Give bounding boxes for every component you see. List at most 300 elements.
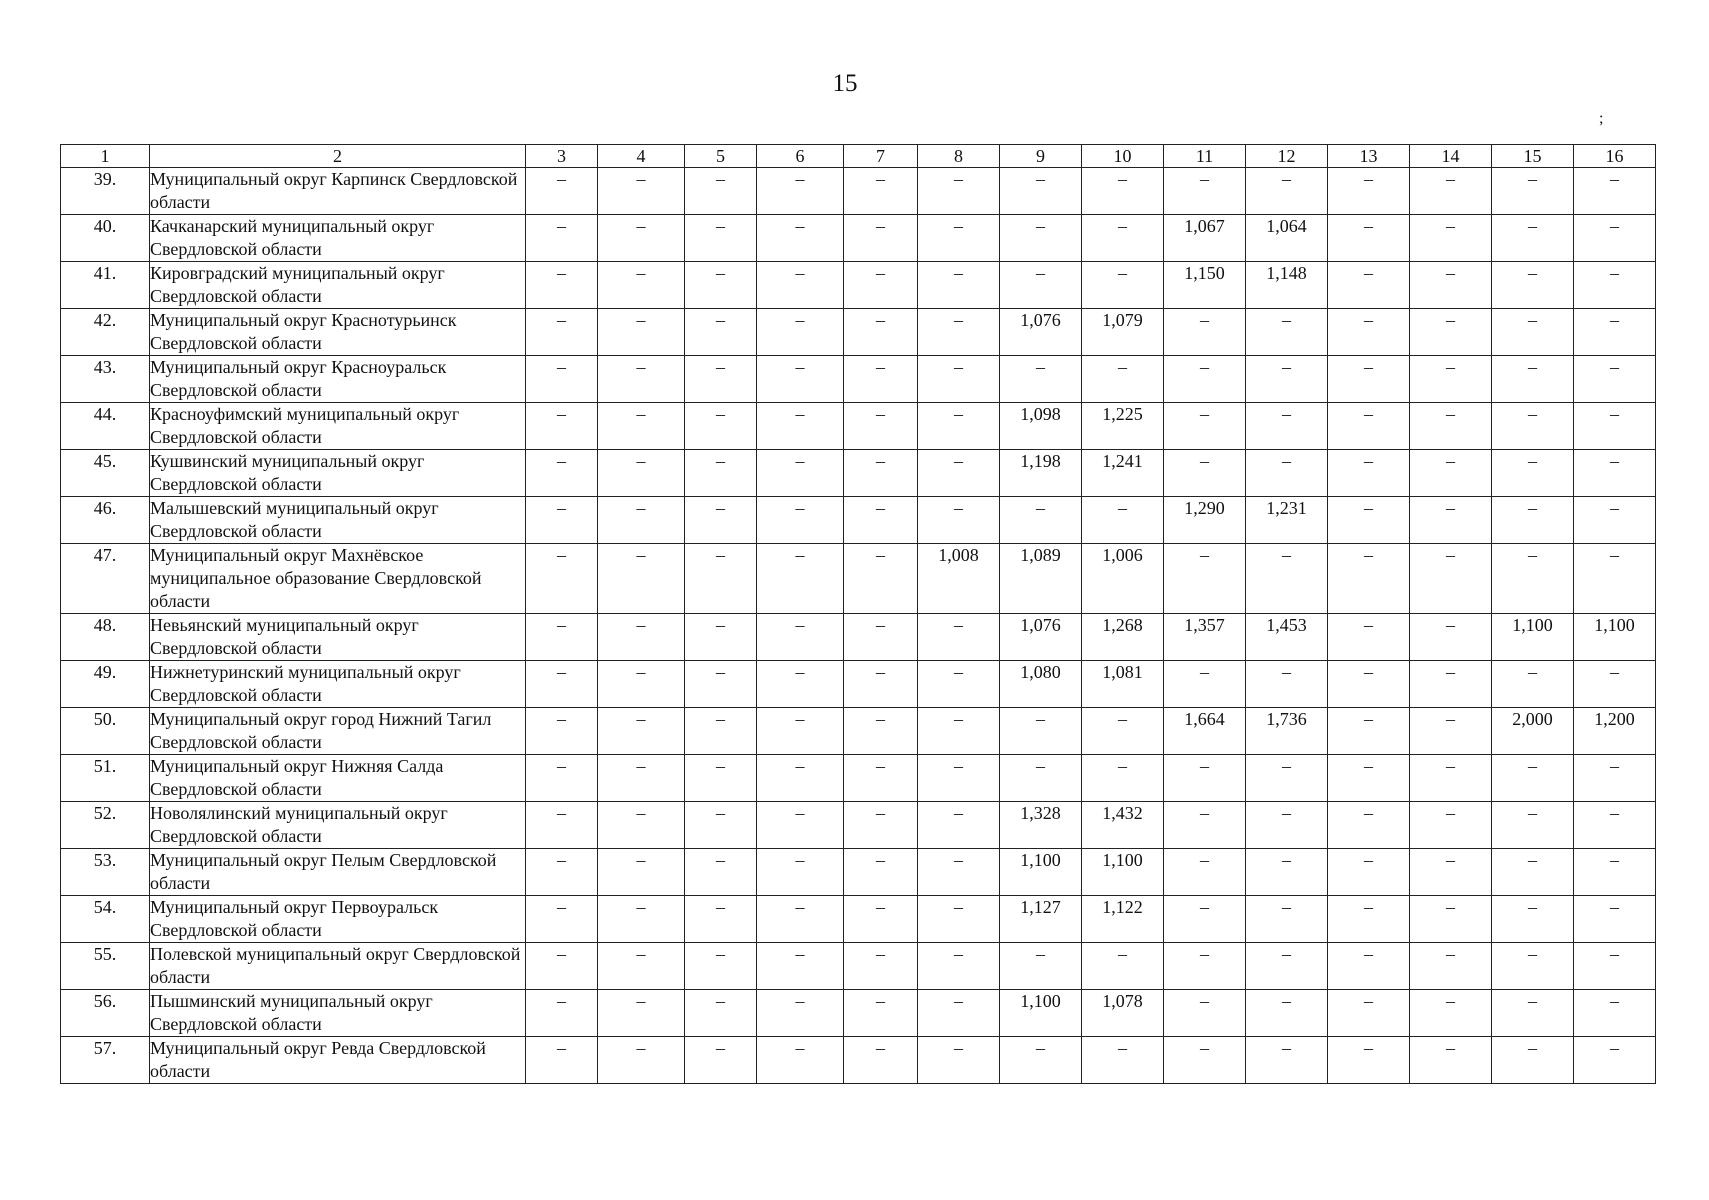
- value-cell: 1,736: [1246, 708, 1328, 755]
- value-cell: 1,089: [1000, 544, 1082, 614]
- value-cell: 1,268: [1082, 614, 1164, 661]
- municipality-name: Пышминский муниципальный округ Свердловской области: [150, 990, 526, 1037]
- row-number: 57.: [61, 1037, 150, 1084]
- value-cell: –: [598, 708, 685, 755]
- value-cell: –: [757, 450, 844, 497]
- value-cell: –: [1574, 309, 1656, 356]
- value-cell: –: [685, 896, 757, 943]
- table-row: [61, 544, 1656, 614]
- row-number: 41.: [61, 262, 150, 309]
- value-cell: –: [757, 896, 844, 943]
- value-cell: –: [757, 356, 844, 403]
- value-cell: –: [1246, 309, 1328, 356]
- value-cell: –: [918, 1037, 1000, 1084]
- value-cell: 1,127: [1000, 896, 1082, 943]
- value-cell: 1,100: [1492, 614, 1574, 661]
- value-cell: –: [757, 403, 844, 450]
- row-number: 39.: [61, 168, 150, 215]
- value-cell: –: [1492, 309, 1574, 356]
- column-header: 9: [1000, 145, 1082, 168]
- value-cell: –: [918, 262, 1000, 309]
- value-cell: –: [918, 802, 1000, 849]
- value-cell: –: [1082, 1037, 1164, 1084]
- municipality-name: Кушвинский муниципальный округ Свердловской области: [150, 450, 526, 497]
- row-number: 51.: [61, 755, 150, 802]
- value-cell: –: [1492, 168, 1574, 215]
- value-cell: –: [1492, 661, 1574, 708]
- value-cell: –: [1082, 497, 1164, 544]
- value-cell: –: [1492, 943, 1574, 990]
- value-cell: –: [1164, 802, 1246, 849]
- value-cell: –: [1082, 708, 1164, 755]
- value-cell: –: [1574, 403, 1656, 450]
- value-cell: –: [1410, 497, 1492, 544]
- value-cell: –: [1164, 990, 1246, 1037]
- value-cell: –: [1328, 450, 1410, 497]
- value-cell: –: [1492, 896, 1574, 943]
- value-cell: –: [1164, 356, 1246, 403]
- value-cell: –: [1164, 544, 1246, 614]
- value-cell: –: [598, 544, 685, 614]
- municipality-name: Муниципальный округ Первоуральск Свердловской области: [150, 896, 526, 943]
- column-header: 16: [1574, 145, 1656, 168]
- value-cell: –: [1082, 168, 1164, 215]
- value-cell: –: [1492, 1037, 1574, 1084]
- value-cell: –: [844, 497, 918, 544]
- value-cell: –: [685, 943, 757, 990]
- value-cell: –: [757, 708, 844, 755]
- value-cell: –: [526, 802, 598, 849]
- value-cell: –: [844, 356, 918, 403]
- row-number: 56.: [61, 990, 150, 1037]
- value-cell: –: [1410, 309, 1492, 356]
- value-cell: –: [757, 544, 844, 614]
- value-cell: –: [1410, 755, 1492, 802]
- value-cell: –: [1246, 661, 1328, 708]
- value-cell: –: [1246, 168, 1328, 215]
- value-cell: –: [598, 896, 685, 943]
- column-header: 13: [1328, 145, 1410, 168]
- row-number: 43.: [61, 356, 150, 403]
- municipality-name: Красноуфимский муниципальный округ Свердловской области: [150, 403, 526, 450]
- value-cell: –: [844, 1037, 918, 1084]
- table-body: [61, 168, 1656, 1084]
- value-cell: –: [526, 356, 598, 403]
- column-header: 6: [757, 145, 844, 168]
- value-cell: –: [844, 849, 918, 896]
- table-row: [61, 497, 1656, 544]
- municipal-coefficients-table: [60, 144, 1656, 1084]
- value-cell: 1,231: [1246, 497, 1328, 544]
- value-cell: –: [1164, 309, 1246, 356]
- row-number: 42.: [61, 309, 150, 356]
- value-cell: –: [757, 614, 844, 661]
- value-cell: –: [1328, 544, 1410, 614]
- row-number: 49.: [61, 661, 150, 708]
- value-cell: –: [918, 896, 1000, 943]
- value-cell: –: [1000, 708, 1082, 755]
- value-cell: 1,290: [1164, 497, 1246, 544]
- value-cell: –: [918, 943, 1000, 990]
- municipality-name: Кировградский муниципальный округ Свердловской области: [150, 262, 526, 309]
- value-cell: –: [1000, 356, 1082, 403]
- value-cell: –: [1246, 990, 1328, 1037]
- value-cell: –: [1328, 661, 1410, 708]
- value-cell: –: [1410, 849, 1492, 896]
- value-cell: –: [844, 403, 918, 450]
- value-cell: –: [918, 708, 1000, 755]
- value-cell: –: [685, 215, 757, 262]
- value-cell: –: [1164, 1037, 1246, 1084]
- row-number: 48.: [61, 614, 150, 661]
- value-cell: –: [918, 168, 1000, 215]
- value-cell: –: [1410, 544, 1492, 614]
- value-cell: –: [1328, 262, 1410, 309]
- value-cell: –: [526, 309, 598, 356]
- value-cell: –: [844, 990, 918, 1037]
- value-cell: –: [757, 755, 844, 802]
- value-cell: –: [1492, 356, 1574, 403]
- value-cell: –: [1574, 262, 1656, 309]
- column-header: 10: [1082, 145, 1164, 168]
- column-header: 12: [1246, 145, 1328, 168]
- value-cell: –: [598, 497, 685, 544]
- value-cell: –: [1410, 661, 1492, 708]
- value-cell: –: [598, 849, 685, 896]
- municipality-name: Муниципальный округ Ревда Свердловской области: [150, 1037, 526, 1084]
- value-cell: –: [685, 403, 757, 450]
- value-cell: –: [1082, 943, 1164, 990]
- value-cell: –: [1000, 1037, 1082, 1084]
- value-cell: –: [685, 802, 757, 849]
- value-cell: –: [1164, 943, 1246, 990]
- value-cell: –: [1246, 403, 1328, 450]
- value-cell: 1,328: [1000, 802, 1082, 849]
- value-cell: –: [918, 450, 1000, 497]
- municipality-name: Муниципальный округ Краснотурьинск Свердловской области: [150, 309, 526, 356]
- value-cell: 1,200: [1574, 708, 1656, 755]
- value-cell: –: [598, 990, 685, 1037]
- value-cell: –: [526, 403, 598, 450]
- column-header: 1: [61, 145, 150, 168]
- value-cell: –: [757, 1037, 844, 1084]
- value-cell: 1,100: [1000, 849, 1082, 896]
- value-cell: –: [1000, 215, 1082, 262]
- municipality-name: Муниципальный округ Карпинск Свердловской области: [150, 168, 526, 215]
- value-cell: –: [598, 802, 685, 849]
- table-row: [61, 802, 1656, 849]
- value-cell: –: [1492, 403, 1574, 450]
- value-cell: –: [1328, 614, 1410, 661]
- table-row: [61, 403, 1656, 450]
- value-cell: 1,100: [1574, 614, 1656, 661]
- value-cell: –: [598, 755, 685, 802]
- value-cell: 1,100: [1000, 990, 1082, 1037]
- table-row: [61, 896, 1656, 943]
- value-cell: –: [1246, 849, 1328, 896]
- value-cell: –: [526, 168, 598, 215]
- page-number: 15: [832, 70, 858, 97]
- value-cell: –: [1574, 802, 1656, 849]
- value-cell: –: [598, 356, 685, 403]
- value-cell: –: [918, 403, 1000, 450]
- header-row: [61, 145, 1656, 168]
- value-cell: –: [1328, 356, 1410, 403]
- value-cell: 1,664: [1164, 708, 1246, 755]
- value-cell: 1,064: [1246, 215, 1328, 262]
- value-cell: –: [685, 755, 757, 802]
- municipality-name: Нижнетуринский муниципальный округ Свердловской области: [150, 661, 526, 708]
- value-cell: 1,122: [1082, 896, 1164, 943]
- value-cell: 1,150: [1164, 262, 1246, 309]
- table-row: [61, 450, 1656, 497]
- value-cell: –: [685, 168, 757, 215]
- value-cell: –: [1574, 544, 1656, 614]
- municipality-name: Муниципальный округ город Нижний Тагил Свердловской области: [150, 708, 526, 755]
- value-cell: –: [757, 990, 844, 1037]
- column-header: 4: [598, 145, 685, 168]
- value-cell: –: [1410, 215, 1492, 262]
- value-cell: –: [1328, 708, 1410, 755]
- value-cell: –: [1164, 403, 1246, 450]
- municipality-name: Качканарский муниципальный округ Свердловской области: [150, 215, 526, 262]
- value-cell: –: [757, 168, 844, 215]
- value-cell: –: [844, 309, 918, 356]
- value-cell: –: [1492, 544, 1574, 614]
- column-header: 3: [526, 145, 598, 168]
- value-cell: –: [1492, 755, 1574, 802]
- value-cell: –: [1000, 943, 1082, 990]
- value-cell: –: [1328, 168, 1410, 215]
- column-header: 14: [1410, 145, 1492, 168]
- value-cell: –: [844, 450, 918, 497]
- value-cell: –: [598, 168, 685, 215]
- value-cell: –: [1246, 1037, 1328, 1084]
- value-cell: –: [1492, 262, 1574, 309]
- value-cell: –: [918, 497, 1000, 544]
- value-cell: 1,076: [1000, 614, 1082, 661]
- value-cell: –: [526, 215, 598, 262]
- value-cell: –: [757, 309, 844, 356]
- table-row: [61, 755, 1656, 802]
- value-cell: –: [1492, 802, 1574, 849]
- table-row: [61, 1037, 1656, 1084]
- value-cell: –: [1246, 450, 1328, 497]
- value-cell: 1,078: [1082, 990, 1164, 1037]
- value-cell: –: [685, 356, 757, 403]
- column-header: 11: [1164, 145, 1246, 168]
- value-cell: –: [1410, 802, 1492, 849]
- value-cell: 1,006: [1082, 544, 1164, 614]
- value-cell: –: [1492, 450, 1574, 497]
- value-cell: –: [1000, 755, 1082, 802]
- municipality-name: Невьянский муниципальный округ Свердловской области: [150, 614, 526, 661]
- value-cell: –: [1246, 896, 1328, 943]
- value-cell: –: [526, 661, 598, 708]
- row-number: 44.: [61, 403, 150, 450]
- value-cell: –: [1574, 450, 1656, 497]
- value-cell: –: [598, 661, 685, 708]
- table-row: [61, 661, 1656, 708]
- municipality-name: Муниципальный округ Пелым Свердловской области: [150, 849, 526, 896]
- value-cell: 1,081: [1082, 661, 1164, 708]
- value-cell: –: [598, 450, 685, 497]
- value-cell: –: [598, 215, 685, 262]
- value-cell: –: [1492, 215, 1574, 262]
- value-cell: –: [1164, 168, 1246, 215]
- value-cell: –: [844, 544, 918, 614]
- row-number: 53.: [61, 849, 150, 896]
- row-number: 46.: [61, 497, 150, 544]
- value-cell: –: [1164, 755, 1246, 802]
- value-cell: –: [1328, 849, 1410, 896]
- value-cell: –: [1000, 497, 1082, 544]
- value-cell: –: [685, 990, 757, 1037]
- value-cell: –: [685, 849, 757, 896]
- value-cell: –: [1410, 168, 1492, 215]
- value-cell: –: [526, 1037, 598, 1084]
- value-cell: 1,100: [1082, 849, 1164, 896]
- value-cell: –: [1410, 1037, 1492, 1084]
- municipality-name: Муниципальный округ Махнёвское муниципальное образование Свердловской области: [150, 544, 526, 614]
- value-cell: –: [1164, 896, 1246, 943]
- value-cell: –: [1574, 168, 1656, 215]
- value-cell: 1,076: [1000, 309, 1082, 356]
- value-cell: –: [598, 262, 685, 309]
- value-cell: –: [1328, 990, 1410, 1037]
- table-row: [61, 215, 1656, 262]
- value-cell: 1,453: [1246, 614, 1328, 661]
- value-cell: –: [1246, 802, 1328, 849]
- value-cell: 1,241: [1082, 450, 1164, 497]
- value-cell: –: [918, 356, 1000, 403]
- value-cell: –: [1574, 661, 1656, 708]
- value-cell: 1,008: [918, 544, 1000, 614]
- value-cell: –: [1082, 262, 1164, 309]
- value-cell: –: [1574, 497, 1656, 544]
- value-cell: –: [598, 1037, 685, 1084]
- value-cell: –: [1410, 614, 1492, 661]
- municipality-name: Муниципальный округ Нижняя Салда Свердловской области: [150, 755, 526, 802]
- value-cell: –: [1164, 450, 1246, 497]
- value-cell: –: [1492, 990, 1574, 1037]
- value-cell: –: [757, 849, 844, 896]
- value-cell: –: [918, 755, 1000, 802]
- column-header: 5: [685, 145, 757, 168]
- value-cell: –: [1164, 661, 1246, 708]
- value-cell: 1,198: [1000, 450, 1082, 497]
- table-row: [61, 943, 1656, 990]
- value-cell: –: [1328, 215, 1410, 262]
- value-cell: –: [1082, 755, 1164, 802]
- row-number: 55.: [61, 943, 150, 990]
- value-cell: –: [1410, 403, 1492, 450]
- table-row: [61, 708, 1656, 755]
- value-cell: 1,098: [1000, 403, 1082, 450]
- value-cell: 1,067: [1164, 215, 1246, 262]
- value-cell: –: [844, 215, 918, 262]
- table-row: [61, 168, 1656, 215]
- value-cell: –: [757, 661, 844, 708]
- value-cell: –: [844, 943, 918, 990]
- value-cell: 1,079: [1082, 309, 1164, 356]
- value-cell: –: [844, 262, 918, 309]
- value-cell: –: [598, 614, 685, 661]
- value-cell: –: [757, 262, 844, 309]
- table-header: [61, 145, 1656, 168]
- value-cell: –: [844, 755, 918, 802]
- value-cell: 1,148: [1246, 262, 1328, 309]
- value-cell: –: [1082, 215, 1164, 262]
- row-number: 45.: [61, 450, 150, 497]
- value-cell: –: [918, 661, 1000, 708]
- value-cell: –: [1328, 309, 1410, 356]
- scan-mark: ;: [1599, 110, 1604, 127]
- value-cell: 2,000: [1492, 708, 1574, 755]
- table-row: [61, 614, 1656, 661]
- value-cell: –: [918, 849, 1000, 896]
- value-cell: –: [844, 614, 918, 661]
- value-cell: –: [1410, 450, 1492, 497]
- value-cell: –: [844, 802, 918, 849]
- value-cell: –: [1410, 943, 1492, 990]
- value-cell: –: [685, 544, 757, 614]
- value-cell: 1,225: [1082, 403, 1164, 450]
- value-cell: –: [598, 403, 685, 450]
- table-row: [61, 309, 1656, 356]
- value-cell: –: [526, 497, 598, 544]
- value-cell: –: [685, 262, 757, 309]
- value-cell: –: [1410, 356, 1492, 403]
- value-cell: –: [526, 896, 598, 943]
- value-cell: –: [685, 309, 757, 356]
- value-cell: 1,357: [1164, 614, 1246, 661]
- value-cell: –: [1574, 356, 1656, 403]
- value-cell: –: [526, 755, 598, 802]
- value-cell: –: [757, 215, 844, 262]
- value-cell: –: [844, 896, 918, 943]
- value-cell: –: [526, 708, 598, 755]
- value-cell: –: [1328, 802, 1410, 849]
- value-cell: –: [844, 168, 918, 215]
- municipality-name: Малышевский муниципальный округ Свердловской области: [150, 497, 526, 544]
- value-cell: –: [1328, 896, 1410, 943]
- value-cell: –: [526, 544, 598, 614]
- value-cell: –: [1492, 497, 1574, 544]
- value-cell: –: [1574, 990, 1656, 1037]
- value-cell: –: [1328, 1037, 1410, 1084]
- value-cell: –: [685, 497, 757, 544]
- column-header: 15: [1492, 145, 1574, 168]
- value-cell: –: [1574, 896, 1656, 943]
- value-cell: –: [1574, 755, 1656, 802]
- row-number: 40.: [61, 215, 150, 262]
- value-cell: –: [685, 1037, 757, 1084]
- value-cell: –: [526, 262, 598, 309]
- municipality-name: Муниципальный округ Красноуральск Свердловской области: [150, 356, 526, 403]
- value-cell: –: [526, 990, 598, 1037]
- table-row: [61, 262, 1656, 309]
- value-cell: –: [918, 614, 1000, 661]
- row-number: 54.: [61, 896, 150, 943]
- value-cell: –: [1410, 896, 1492, 943]
- value-cell: –: [918, 215, 1000, 262]
- column-header: 8: [918, 145, 1000, 168]
- value-cell: –: [1492, 849, 1574, 896]
- value-cell: –: [844, 708, 918, 755]
- value-cell: 1,432: [1082, 802, 1164, 849]
- value-cell: –: [1410, 990, 1492, 1037]
